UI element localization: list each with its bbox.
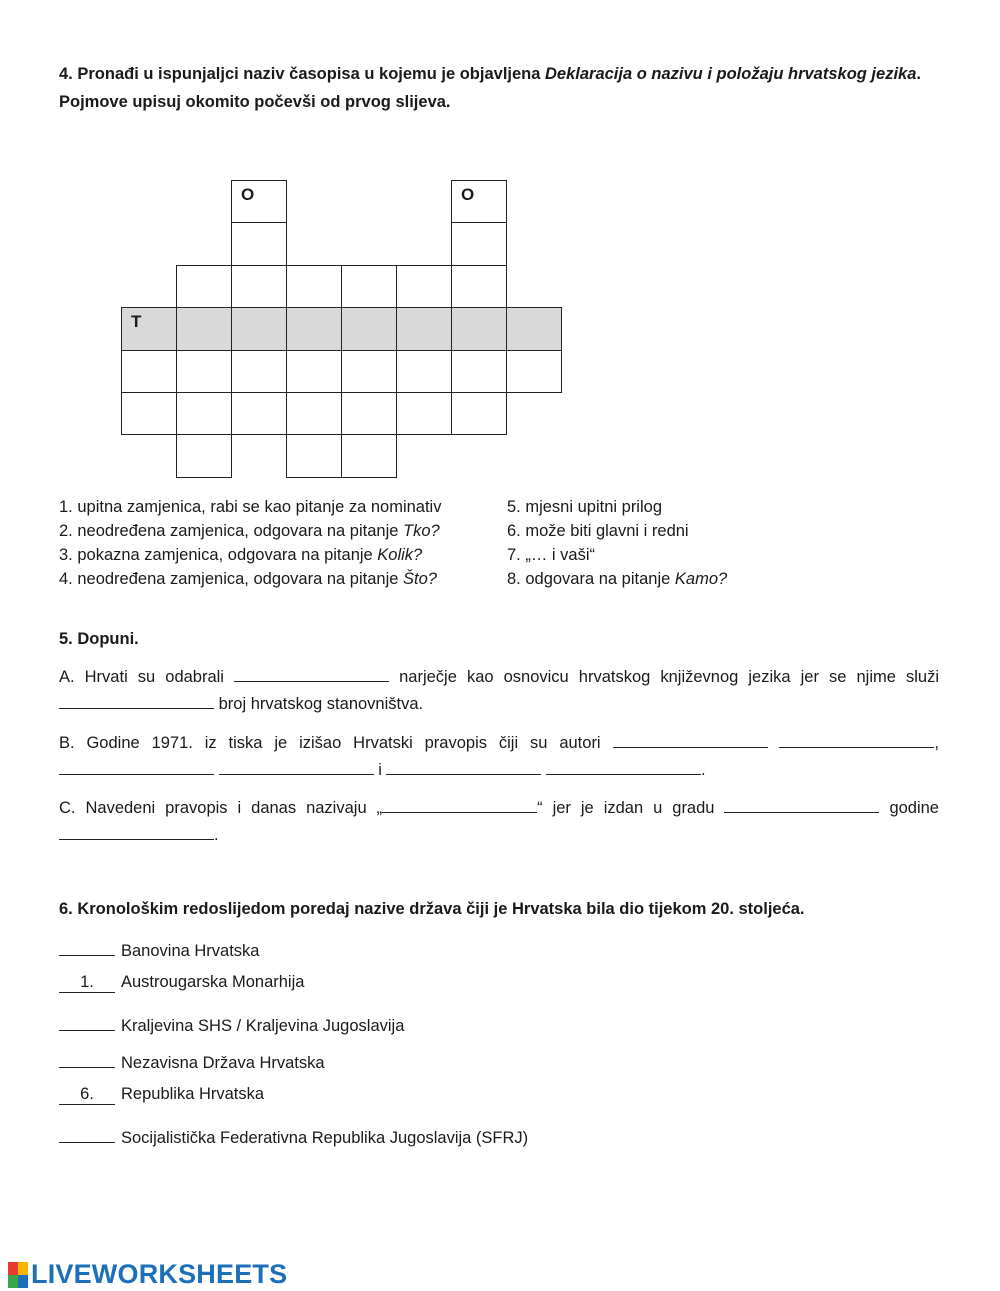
clue-item [507, 567, 727, 591]
task5-b-text: B. Godine 1971. iz tiska je izišao Hrvatski pravopis čiji su autori [59, 734, 601, 752]
crossword-cell[interactable] [176, 434, 232, 477]
crossword-cell[interactable] [396, 307, 452, 350]
clue-text: 4. neodređena zamjenica, odgovara na pitanje [59, 570, 403, 588]
order-label: Austrougarska Monarhija [121, 973, 305, 992]
blank-field[interactable] [546, 757, 701, 775]
blank-field[interactable] [386, 757, 541, 775]
task4-heading [59, 60, 939, 116]
order-item [59, 1010, 404, 1036]
crossword-cell[interactable] [451, 180, 507, 223]
crossword-cell[interactable] [231, 392, 287, 435]
task5-c-end: . [214, 826, 219, 844]
order-label: Socijalistička Federativna Republika Jugoslavija (SFRJ) [121, 1128, 529, 1147]
task5-c-text-2: “ jer je izdan u gradu [537, 799, 715, 817]
task5-a-text-2: narječje kao osnovicu hrvatskog književnog jezika jer se njime služi [399, 668, 939, 686]
crossword-cell[interactable] [121, 307, 177, 350]
clue-italic: Tko? [403, 522, 440, 540]
crossword-cell[interactable] [451, 350, 507, 393]
crossword-letter: O [241, 185, 255, 204]
blank-field[interactable] [59, 757, 214, 775]
crossword-cell[interactable] [121, 392, 177, 435]
task6-title: 6. Kronološkim redoslijedom poredaj nazive država čiji je Hrvatska bila dio tijekom 20. stoljeća. [59, 900, 805, 918]
clue-item [59, 495, 441, 519]
clue-text: 2. neodređena zamjenica, odgovara na pitanje [59, 522, 403, 540]
order-item [59, 1047, 325, 1073]
blank-field[interactable] [779, 730, 934, 748]
clue-text: 5. mjesni upitni prilog [507, 498, 662, 516]
task5-c [59, 795, 939, 849]
clue-italic: Što? [403, 570, 437, 588]
order-item [59, 972, 304, 993]
crossword-cell[interactable] [341, 434, 397, 477]
order-item [59, 1084, 264, 1105]
clue-text: 7. „… i vaši“ [507, 546, 596, 564]
clue-text: 1. upitna zamjenica, rabi se kao pitanje za nominativ [59, 498, 442, 516]
crossword-cell[interactable] [341, 392, 397, 435]
crossword-cell[interactable] [506, 350, 562, 393]
crossword-cell[interactable] [286, 392, 342, 435]
clue-item [59, 519, 441, 543]
order-answer-field[interactable] [59, 1122, 115, 1143]
order-label: Nezavisna Država Hrvatska [121, 1053, 325, 1072]
order-answer-field[interactable]: 6. [59, 1084, 115, 1105]
clue-text: 6. može biti glavni i redni [507, 522, 689, 540]
crossword-cell[interactable] [231, 180, 287, 223]
crossword-cell[interactable] [396, 265, 452, 308]
task5-b-end: . [701, 761, 706, 779]
logo-icon [8, 1262, 28, 1288]
crossword-cell[interactable] [286, 350, 342, 393]
blank-field[interactable] [234, 664, 389, 682]
clue-item [59, 543, 441, 567]
task5-title: 5. Dopuni. [59, 630, 139, 648]
blank-field[interactable] [219, 757, 374, 775]
task5-b-comma: , [934, 734, 939, 752]
task4-text-end: . Pojmove upisuj okomito počevši od prvog slijeva. [59, 65, 921, 111]
order-item [59, 1122, 528, 1148]
order-label: Kraljevina SHS / Kraljevina Jugoslavija [121, 1016, 405, 1035]
crossword-cell[interactable] [451, 222, 507, 265]
crossword-cell[interactable] [121, 350, 177, 393]
crossword-cell[interactable] [341, 265, 397, 308]
task5-b [59, 730, 939, 784]
task5-b-i: i [378, 761, 382, 779]
clues-left [59, 495, 441, 591]
task5-a-text: A. Hrvati su odabrali [59, 668, 224, 686]
crossword-cell[interactable] [231, 265, 287, 308]
order-answer-field[interactable] [59, 1010, 115, 1031]
task4-text: Pronađi u ispunjaljci naziv časopisa u kojemu je objavljena [77, 65, 545, 83]
blank-field[interactable] [613, 730, 768, 748]
crossword-cell[interactable] [451, 392, 507, 435]
crossword-cell[interactable] [451, 265, 507, 308]
clue-italic: Kolik? [377, 546, 423, 564]
blank-field[interactable] [59, 822, 214, 840]
clue-text: 3. pokazna zamjenica, odgovara na pitanje [59, 546, 378, 564]
order-answer-field[interactable]: 1. [59, 972, 115, 993]
clues-right [507, 495, 727, 591]
order-label: Banovina Hrvatska [121, 942, 260, 960]
crossword-cell[interactable] [341, 307, 397, 350]
crossword-cell[interactable] [176, 265, 232, 308]
crossword-letter: T [131, 312, 142, 332]
task5-c-text-3: godine [889, 799, 939, 817]
crossword-cell[interactable] [286, 434, 342, 477]
crossword-cell[interactable] [396, 392, 452, 435]
order-item [59, 935, 260, 961]
crossword-cell[interactable] [286, 265, 342, 308]
crossword-cell[interactable] [396, 350, 452, 393]
crossword-cell[interactable] [286, 307, 342, 350]
crossword-cell[interactable] [451, 307, 507, 350]
task5-c-text: C. Navedeni pravopis i danas nazivaju „ [59, 799, 383, 817]
clue-item [507, 543, 727, 567]
task4-text-italic: Deklaracija o nazivu i položaju hrvatskog jezika [545, 65, 917, 83]
clue-italic: Kamo? [674, 570, 728, 588]
task5-a [59, 664, 939, 718]
task4-number: 4. [59, 65, 73, 83]
clue-item [507, 519, 727, 543]
order-label: Republika Hrvatska [121, 1085, 265, 1104]
crossword-cell[interactable] [231, 222, 287, 265]
clue-item [59, 567, 441, 591]
crossword-cell[interactable] [176, 392, 232, 435]
crossword-cell[interactable] [176, 307, 232, 350]
clue-item [507, 495, 727, 519]
crossword-cell[interactable] [231, 350, 287, 393]
crossword-cell[interactable] [176, 350, 232, 393]
crossword-cell[interactable] [231, 307, 287, 350]
crossword-cell[interactable] [506, 307, 562, 350]
blank-field[interactable] [724, 795, 879, 813]
order-answer-field[interactable] [59, 1047, 115, 1068]
crossword-letter: O [461, 185, 475, 204]
crossword-cell[interactable] [341, 350, 397, 393]
blank-field[interactable] [59, 691, 214, 709]
task5-a-text-3: broj hrvatskog stanovništva. [218, 695, 424, 713]
blank-field[interactable] [382, 795, 537, 813]
clue-text: 8. odgovara na pitanje [507, 570, 675, 588]
logo-text: LIVEWORKSHEETS [31, 1259, 288, 1289]
liveworksheets-logo [8, 1259, 287, 1290]
order-answer-field[interactable] [59, 935, 115, 956]
